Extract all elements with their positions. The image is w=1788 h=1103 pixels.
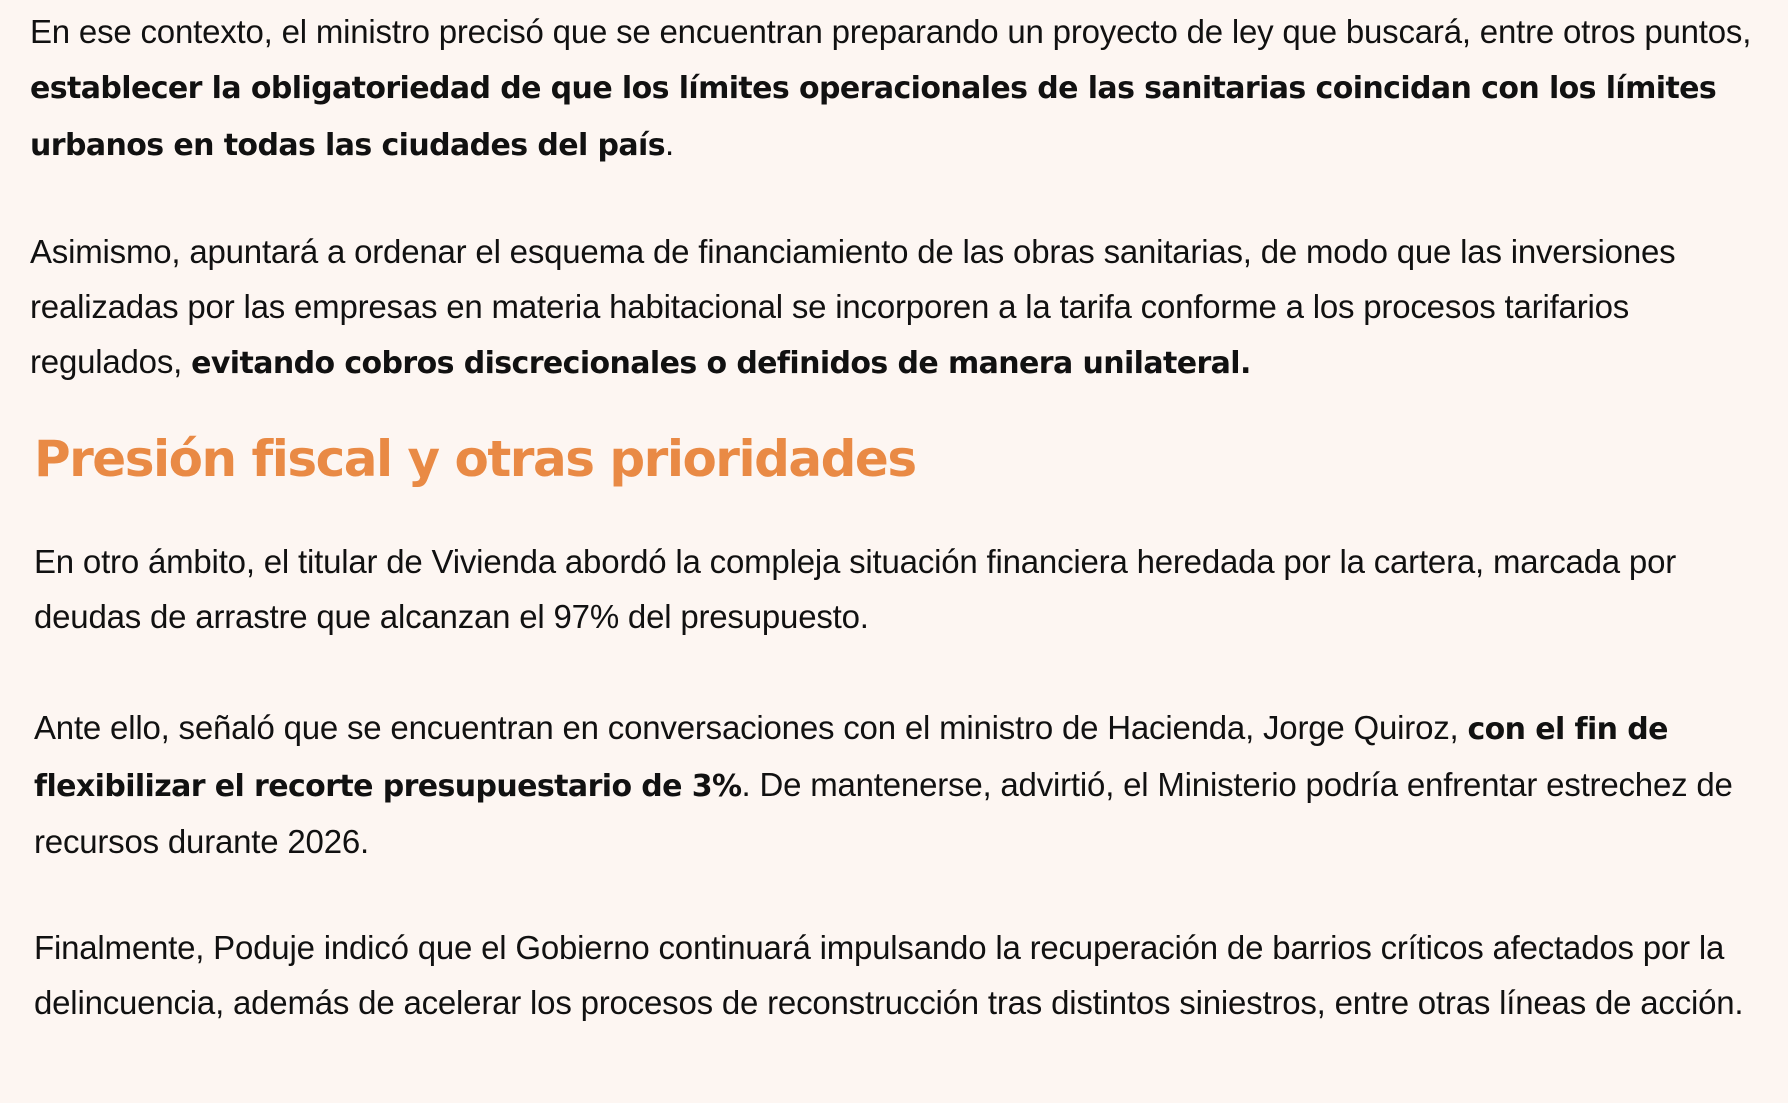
paragraph-neighborhoods [34, 920, 1764, 1030]
section-heading: Presión fiscal y otras prioridades [34, 430, 916, 488]
paragraph-project-law [30, 4, 1760, 173]
paragraph-text: . [664, 125, 674, 162]
paragraph-text: . De mantenerse, advirtió, el Ministerio podría enfrentar estrechez de recursos durante 2026. [34, 766, 1733, 860]
paragraph-bold-text: con el fin de flexibilizar el recorte presupuestario de 3% [34, 712, 1668, 804]
paragraph-text: Asimismo, apuntará a ordenar el esquema de financiamiento de las obras sanitarias, de modo que las inversiones realizadas por las empresas en materia habitacional se incorporen a la tarifa conforme a los procesos tarifarios regulados, [30, 233, 1676, 380]
paragraph-financial-situation [34, 534, 1764, 644]
paragraph-text: Ante ello, señaló que se encuentran en conversaciones con el ministro de Hacienda, Jorge Quiroz, [34, 709, 1468, 746]
paragraph-budget-cut [34, 700, 1764, 869]
paragraph-text: En ese contexto, el ministro precisó que se encuentran preparando un proyecto de ley que buscará, entre otros puntos, [30, 13, 1752, 50]
paragraph-text: En otro ámbito, el titular de Vivienda abordó la compleja situación financiera heredada por la cartera, marcada por deudas de arrastre que alcanzan el 97% del presupuesto. [34, 543, 1677, 635]
paragraph-bold-text: evitando cobros discrecionales o definidos de manera unilateral. [191, 346, 1251, 381]
paragraph-text: Finalmente, Poduje indicó que el Gobierno continuará impulsando la recuperación de barrios críticos afectados por la delincuencia, además de acelerar los procesos de reconstrucción tras distintos siniestros, entre otras líneas de acción. [34, 929, 1744, 1021]
paragraph-financing [30, 224, 1760, 391]
paragraph-bold-text: establecer la obligatoriedad de que los límites operacionales de las sanitarias coincidan con los límites urbanos en todas las ciudades del país [30, 71, 1717, 163]
